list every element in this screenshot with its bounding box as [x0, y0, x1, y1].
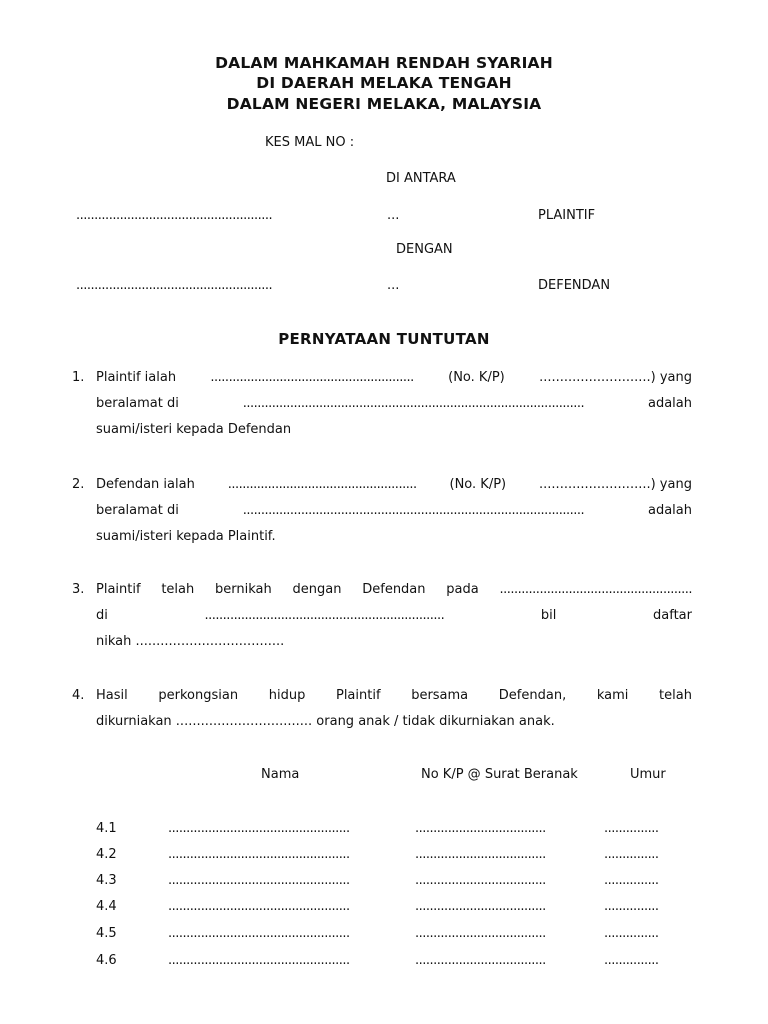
- item-3-word: telah: [161, 582, 195, 597]
- item-3-word: dengan: [292, 582, 342, 597]
- item-2-text: Defendan ialah: [96, 477, 195, 492]
- table-row-name-blank: ..................................................: [168, 953, 350, 968]
- table-row-ic-blank: ....................................: [415, 873, 546, 888]
- table-row-ic-blank: ....................................: [415, 821, 546, 836]
- item-4-number: 4.: [72, 688, 85, 703]
- item-4-word: Defendan,: [498, 688, 567, 703]
- item-3-place-blank: ..................................................................: [204, 608, 445, 623]
- item-3-word: Plaintif: [96, 582, 141, 597]
- item-4-word: kami: [596, 688, 629, 703]
- item-2: [96, 472, 692, 550]
- court-district: DI DAERAH MELAKA TENGAH: [256, 74, 512, 92]
- item-4-word: Plaintif: [335, 688, 381, 703]
- item-2-ic-label: (No. K/P): [449, 477, 507, 492]
- with-label: DENGAN: [396, 242, 453, 257]
- item-3-daftar: daftar: [653, 608, 692, 623]
- item-3-number: 3.: [72, 582, 85, 597]
- table-row-no: 4.2: [96, 847, 117, 862]
- plaintiff-separator: ...: [387, 208, 400, 223]
- item-4-word: perkongsian: [158, 688, 239, 703]
- item-2-relation: suami/isteri kepada Plaintif.: [96, 529, 276, 544]
- table-row-no: 4.6: [96, 953, 117, 968]
- defendant-role: DEFENDAN: [538, 278, 611, 293]
- item-1-adalah: adalah: [647, 396, 692, 411]
- item-4-children-count: dikurniakan ................................. orang anak / tidak dikurniakan anak.: [96, 714, 555, 729]
- table-row-age-blank: ...............: [604, 821, 659, 836]
- table-row-age-blank: ...............: [604, 953, 659, 968]
- table-row-name-blank: ..................................................: [168, 873, 350, 888]
- item-1-address-label: beralamat di: [96, 396, 179, 411]
- item-4-word: telah: [659, 688, 692, 703]
- item-4-word: bersama: [411, 688, 469, 703]
- table-row-age-blank: ...............: [604, 926, 659, 941]
- table-row-no: 4.5: [96, 926, 117, 941]
- item-3-bil: bil: [540, 608, 557, 623]
- item-1: [96, 365, 692, 443]
- defendant-separator: ...: [387, 278, 400, 293]
- item-3-di: di: [96, 608, 108, 623]
- item-4-word: hidup: [268, 688, 306, 703]
- case-number-label: KES MAL NO :: [265, 135, 355, 150]
- plaintiff-role: PLAINTIF: [538, 208, 596, 223]
- item-3-date-blank: .....................................................: [499, 582, 692, 597]
- between-label: DI ANTARA: [386, 171, 456, 186]
- item-2-number: 2.: [72, 477, 85, 492]
- court-name: DALAM MAHKAMAH RENDAH SYARIAH: [215, 54, 553, 72]
- plaintiff-name-blank: ......................................................: [76, 208, 273, 223]
- table-row-no: 4.3: [96, 873, 117, 888]
- item-3-word: bernikah: [215, 582, 272, 597]
- item-1-name-blank: ........................................................: [210, 370, 414, 385]
- item-1-relation: suami/isteri kepada Defendan: [96, 422, 292, 437]
- item-1-text: Plaintif ialah: [96, 370, 177, 385]
- item-2-ic-blank: ...........................) yang: [539, 477, 692, 492]
- table-row-name-blank: ..................................................: [168, 899, 350, 914]
- item-2-address-blank: ..............................................................................................: [242, 503, 585, 518]
- item-1-ic-label: (No. K/P): [448, 370, 505, 385]
- table-header-ic: No K/P @ Surat Beranak: [421, 767, 578, 782]
- court-state: DALAM NEGERI MELAKA, MALAYSIA: [226, 95, 542, 113]
- table-row-ic-blank: ....................................: [415, 899, 546, 914]
- table-row-name-blank: ..................................................: [168, 847, 350, 862]
- table-header-name: Nama: [261, 767, 300, 782]
- table-row-age-blank: ...............: [604, 873, 659, 888]
- table-header-age: Umur: [630, 767, 666, 782]
- item-2-name-blank: ....................................................: [227, 477, 417, 492]
- table-row-no: 4.1: [96, 821, 117, 836]
- table-row-ic-blank: ....................................: [415, 953, 546, 968]
- item-4: [96, 683, 692, 735]
- item-3-word: Defendan: [362, 582, 426, 597]
- item-1-ic-blank: ...........................) yang: [539, 370, 692, 385]
- table-row-age-blank: ...............: [604, 899, 659, 914]
- defendant-name-blank: ......................................................: [76, 278, 273, 293]
- item-3-word: pada: [446, 582, 479, 597]
- statement-of-claim-heading: PERNYATAAN TUNTUTAN: [278, 330, 490, 348]
- item-2-address-label: beralamat di: [96, 503, 179, 518]
- item-3: [96, 577, 692, 655]
- table-row-ic-blank: ....................................: [415, 926, 546, 941]
- item-2-adalah: adalah: [647, 503, 692, 518]
- table-row-age-blank: ...............: [604, 847, 659, 862]
- table-row-name-blank: ..................................................: [168, 926, 350, 941]
- table-row-name-blank: ..................................................: [168, 821, 350, 836]
- table-row-ic-blank: ....................................: [415, 847, 546, 862]
- table-row-no: 4.4: [96, 899, 117, 914]
- item-3-nikah-blank: nikah ....................................: [96, 634, 285, 649]
- item-1-number: 1.: [72, 370, 85, 385]
- item-4-word: Hasil: [96, 688, 128, 703]
- item-1-address-blank: ..............................................................................................: [242, 396, 585, 411]
